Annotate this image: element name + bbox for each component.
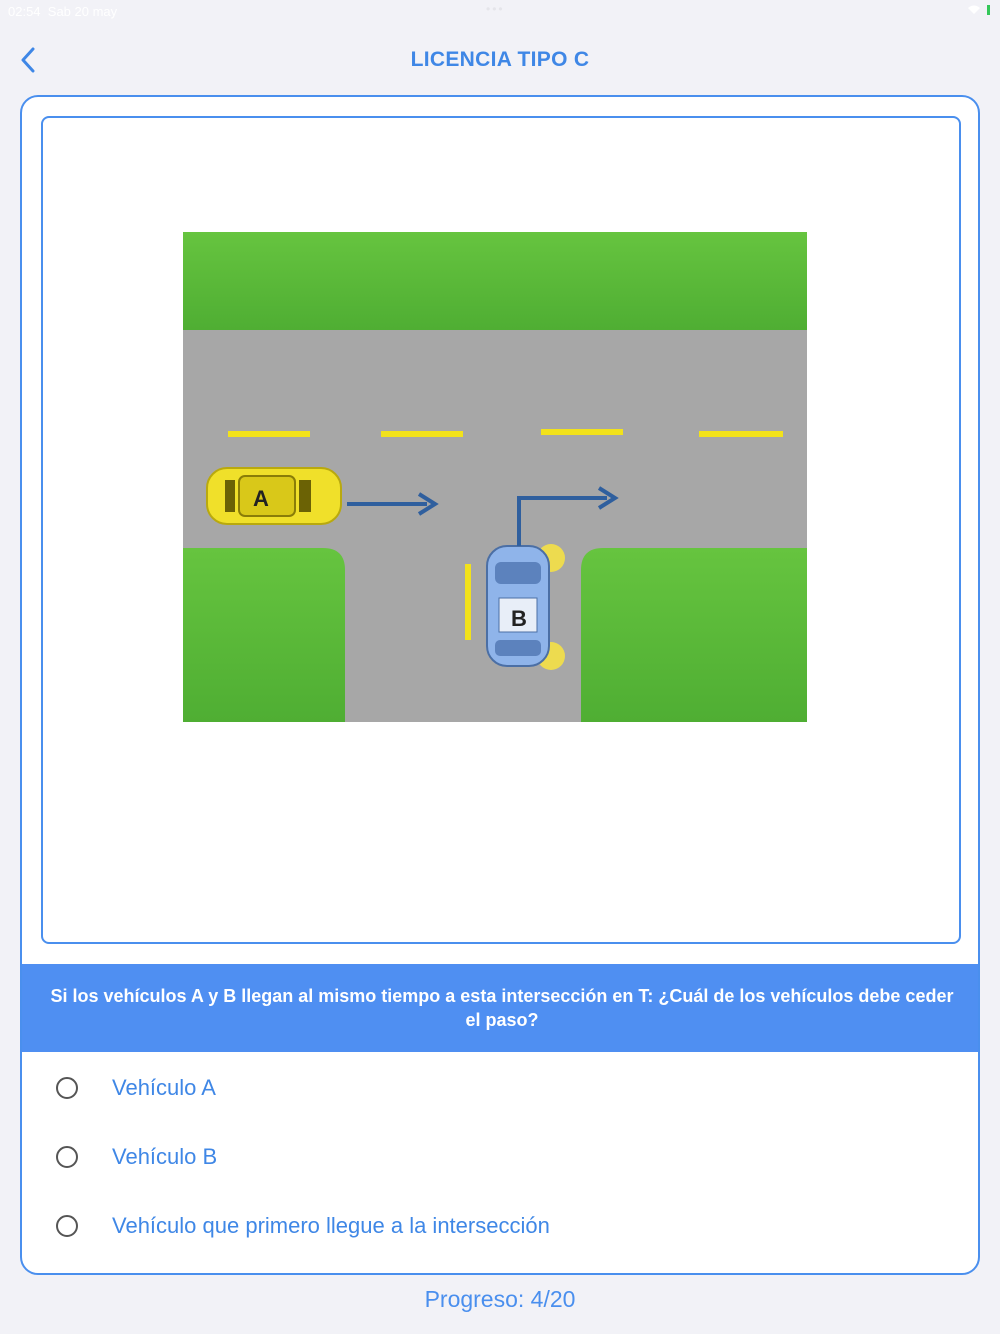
lane-mark (228, 431, 310, 437)
radio-button-icon[interactable] (56, 1077, 78, 1099)
lane-mark (541, 429, 623, 435)
multitasking-dots[interactable]: ••• (486, 2, 505, 16)
vehicle-a-label: A (253, 486, 269, 511)
answer-option-label[interactable]: Vehículo B (112, 1144, 218, 1169)
answer-option-1[interactable] (22, 1058, 980, 1118)
vehicle-b-label: B (511, 606, 527, 631)
question-card (20, 95, 980, 1275)
status-time: 02:54 Sab 20 may (8, 4, 118, 19)
page-title: LICENCIA TIPO C (410, 48, 590, 71)
radio-button-icon[interactable] (56, 1146, 78, 1168)
lane-mark (381, 431, 463, 437)
answer-option-label[interactable]: Vehículo que primero llegue a la intersección (112, 1213, 550, 1238)
status-indicators (967, 4, 990, 15)
grass-top (183, 232, 807, 330)
stop-line (465, 564, 471, 640)
wifi-icon (967, 4, 981, 15)
answer-option-2[interactable] (22, 1127, 980, 1187)
progress-indicator: Progreso: 4/20 (424, 1286, 576, 1312)
answer-option-label[interactable]: Vehículo A (112, 1075, 216, 1100)
battery-icon (987, 5, 990, 15)
grass-bottom-left (183, 548, 345, 722)
t-intersection-illustration (183, 232, 807, 722)
status-bar (0, 0, 1000, 24)
grass-bottom-right (581, 548, 807, 722)
navigation-bar (0, 36, 1000, 84)
question-image-frame (41, 116, 961, 944)
lane-mark (699, 431, 783, 437)
vehicle-a (207, 468, 341, 524)
answer-option-3[interactable] (22, 1196, 980, 1256)
radio-button-icon[interactable] (56, 1215, 78, 1237)
question-text: Si los vehículos A y B llegan al mismo tiempo a esta intersección en T: ¿Cuál de los vehículos debe ceder el paso? (22, 964, 980, 1052)
